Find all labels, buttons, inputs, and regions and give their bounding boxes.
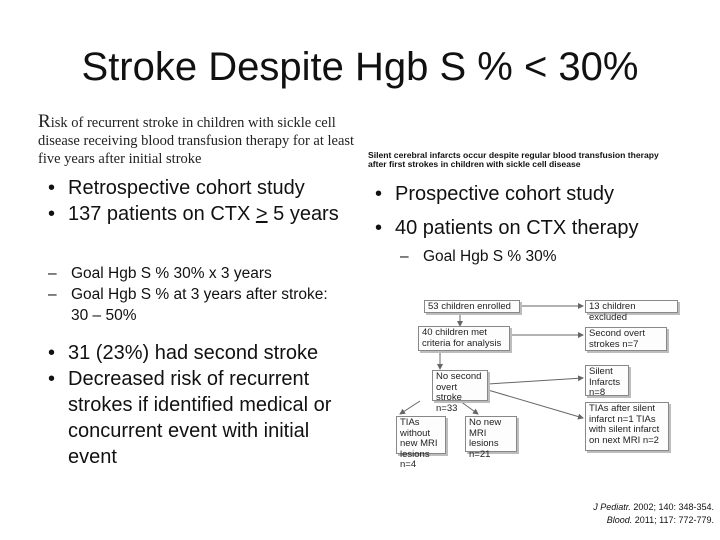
bullet-137-patients [42,201,342,227]
flow-enrolled: 53 children enrolled [424,300,520,313]
bullet-second-stroke: • 31 (23%) had second stroke [42,340,352,366]
flow-tias-after: TIAs after silent infarct n=1 TIAs with silent infarct on next MRI n=2 [585,402,669,451]
flow-tias-without: TIAs without new MRI lesions n=4 [396,416,446,454]
left-bullets-top [42,175,342,227]
left-paper-title-initial: R [38,111,51,132]
sub-bullet-goal-after: – Goal Hgb S % at 3 years after stroke: 30 – 50% [40,284,345,326]
arrow-nosecond-silent [488,378,583,384]
bullet-137-rest: 5 years [267,203,339,225]
flow-no-new-mri: No new MRI lesions n=21 [465,416,517,452]
arrow-nosecond-nonew [460,401,478,414]
bullet-retrospective: • Retrospective cohort study [42,175,342,201]
bullet-decreased-risk: • Decreased risk of recurrent strokes if identified medical or concurrent event with initial event [42,366,352,470]
bullet-40-patients: • 40 patients on CTX therapy [369,211,699,245]
left-bullets-bottom [42,340,352,470]
bullet-prospective: • Prospective cohort study [369,177,699,211]
left-sub-bullets [40,263,345,326]
reference-1-journal: J Pediatr. [593,502,631,512]
gte-symbol: > [255,203,268,225]
reference-1-details: 2002; 140: 348-354. [630,502,714,512]
right-bullets [369,177,699,245]
bullet-137-text: 137 patients on CTX [68,203,256,225]
slide-title: Stroke Despite Hgb S % < 30% [81,45,639,89]
flow-no-second: No second overt stroke n=33 [432,370,488,401]
reference-2-details: 2011; 117: 772-779. [632,515,714,525]
right-paper-title: Silent cerebral infarcts occur despite regular blood transfusion therapy after first strokes in children with sickle cell disease [368,150,659,169]
reference-1 [593,501,714,514]
right-sub-bullets [392,246,692,267]
sub-bullet-goal-3yrs: – Goal Hgb S % 30% x 3 years [40,263,345,284]
references [593,501,714,527]
sub-bullet-goal-30: – Goal Hgb S % 30% [392,246,692,267]
flow-excluded: 13 children excluded [585,300,678,313]
flow-met-criteria: 40 children met criteria for analysis [418,326,510,351]
left-paper-title-text: isk of recurrent stroke in children with sickle cell disease receiving blood transfusion therapy for at least five years after initial stroke [38,115,355,167]
left-paper-title [38,113,358,168]
reference-2-journal: Blood. [606,515,633,525]
flow-silent-infarcts: Silent Infarcts n=8 [585,365,629,396]
reference-2 [593,514,714,527]
flow-second-overt: Second overt strokes n=7 [585,327,667,351]
arrow-nosecond-tias [488,390,583,418]
arrow-nosecond-tiaswithout [400,401,420,414]
